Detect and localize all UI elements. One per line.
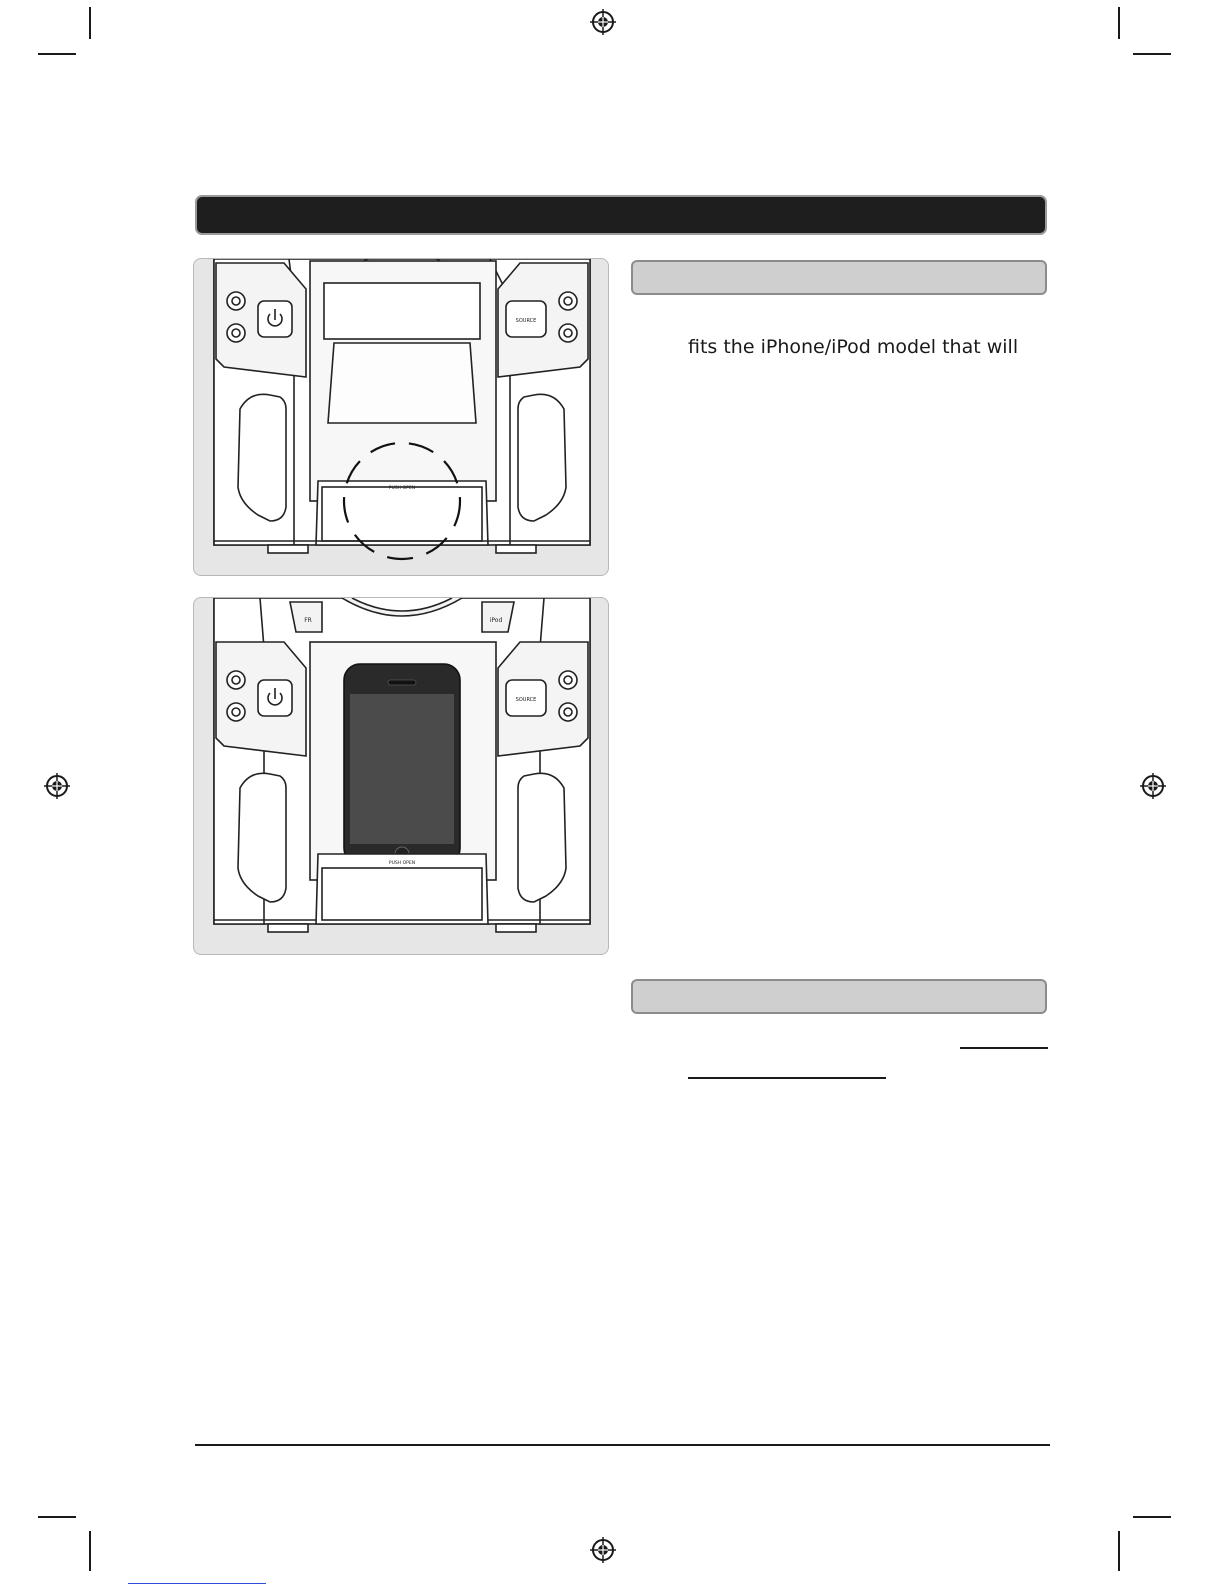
registration-mark-icon <box>44 773 70 799</box>
accent-rule <box>128 1583 266 1584</box>
crop-mark <box>38 53 76 55</box>
underline-link <box>960 1047 1048 1049</box>
source-button-label: SOURCE <box>515 318 537 324</box>
source-button-label: SOURCE <box>515 697 537 703</box>
crop-mark <box>89 7 91 39</box>
iphone-drawing <box>344 664 460 864</box>
subsection-bar-bottom <box>631 979 1047 1014</box>
crop-mark <box>1118 7 1120 39</box>
body-text-line: fits the iPhone/iPod model that will <box>688 336 1019 358</box>
underline-link <box>688 1077 886 1079</box>
illustration-phone-docked <box>193 597 609 955</box>
subsection-bar-top <box>631 260 1047 295</box>
crop-mark <box>89 1531 91 1571</box>
registration-mark-icon <box>590 1537 616 1563</box>
fr-button-label: FR <box>304 617 312 624</box>
dock-closed-drawing <box>194 259 609 576</box>
crop-mark <box>1133 53 1171 55</box>
crop-mark <box>38 1516 76 1518</box>
ipod-button-label: iPod <box>489 617 503 624</box>
illustration-dock-closed <box>193 258 609 576</box>
phone-docked-drawing <box>194 598 609 955</box>
crop-mark <box>1133 1516 1171 1518</box>
push-open-label: PUSH OPEN <box>388 861 416 866</box>
section-header-bar <box>195 195 1047 235</box>
registration-mark-icon <box>1140 773 1166 799</box>
push-open-label: PUSH OPEN <box>388 486 416 491</box>
footer-rule <box>195 1444 1050 1446</box>
crop-mark <box>1118 1531 1120 1571</box>
registration-mark-icon <box>590 9 616 35</box>
